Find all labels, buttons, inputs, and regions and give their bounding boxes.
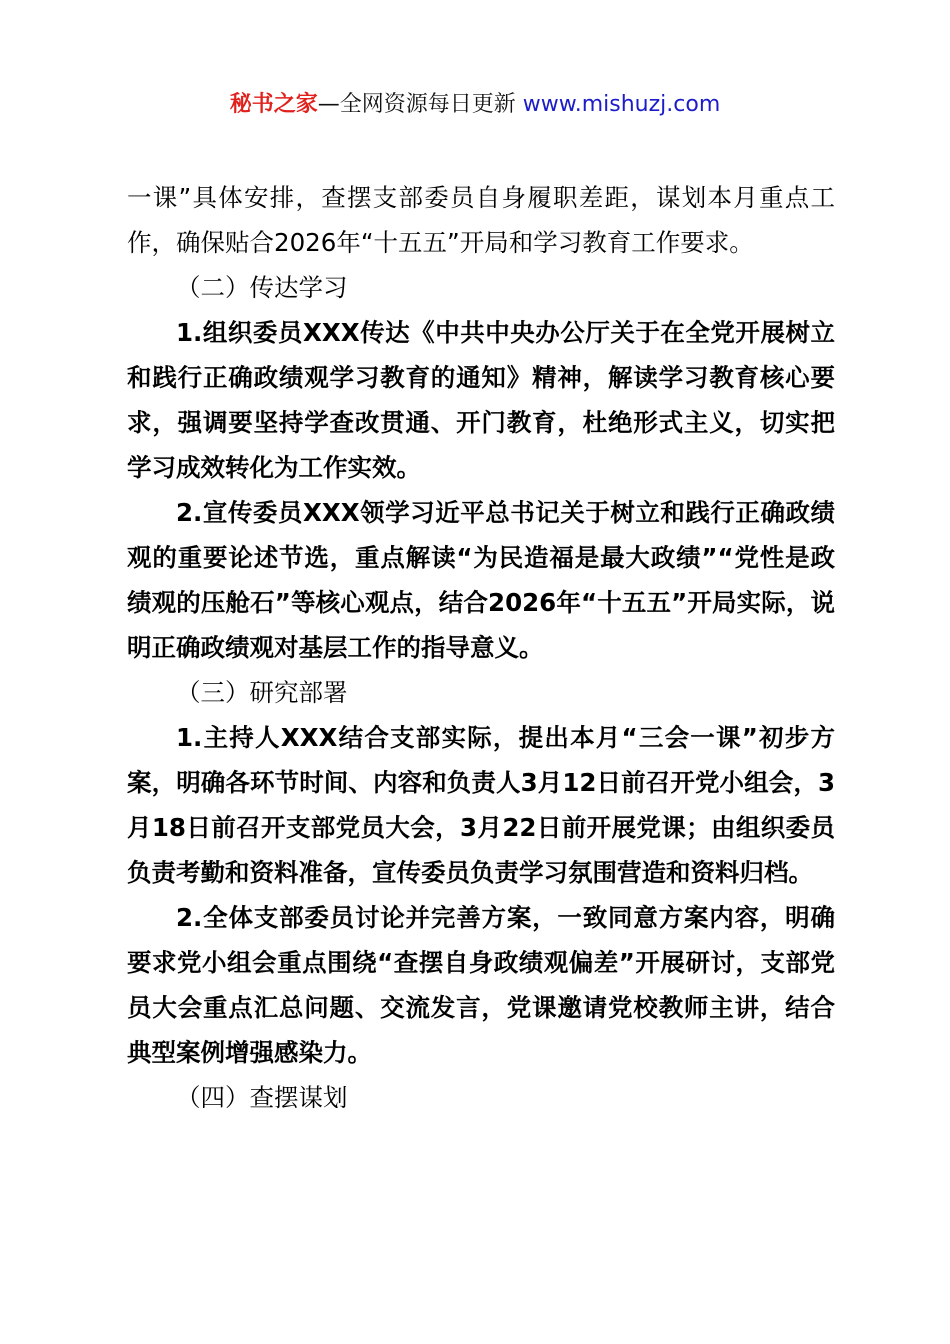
section-4-heading: （四）查摆谋划 [176, 1083, 348, 1112]
section-2-item-2: 2.宣传委员XXX领学习近平总书记关于树立和践行正确政绩观的重要论述节选，重点解读“为民造福是最大政绩”“党性是政绩观的压舱石”等核心观点，结合2026年“十五五”开局实际，说明正确政绩观对基层工作的指导意义。 [127, 498, 835, 662]
header-tagline: —全网资源每日更新 [317, 92, 523, 117]
header-url-link[interactable]: www.mishuzj.com [522, 92, 721, 117]
section-2-heading: （二）传达学习 [176, 273, 348, 302]
section-3-item-1: 1.主持人XXX结合支部实际，提出本月“三会一课”初步方案，明确各环节时间、内容和负责人3月12日前召开党小组会，3月18日前召开支部党员大会，3月22日前开展党课；由组织委员负责考勤和资料准备，宣传委员负责学习氛围营造和资料归档。 [127, 723, 835, 887]
header-brand: 秘书之家 [229, 92, 318, 117]
section-2-item-1: 1.组织委员XXX传达《中共中央办公厅关于在全党开展树立和践行正确政绩观学习教育的通知》精神，解读学习教育核心要求，强调要坚持学查改贯通、开门教育，杜绝形式主义，切实把学习成效转化为工作实效。 [127, 318, 835, 482]
section-3-heading: （三）研究部署 [176, 678, 348, 707]
page-header [0, 90, 950, 120]
document-body [127, 175, 835, 1120]
continued-paragraph: 一课”具体安排，查摆支部委员自身履职差距，谋划本月重点工作，确保贴合2026年“十五五”开局和学习教育工作要求。 [127, 183, 835, 257]
section-3-item-2: 2.全体支部委员讨论并完善方案，一致同意方案内容，明确要求党小组会重点围绕“查摆自身政绩观偏差”开展研讨，支部党员大会重点汇总问题、交流发言，党课邀请党校教师主讲，结合典型案例增强感染力。 [127, 903, 835, 1067]
